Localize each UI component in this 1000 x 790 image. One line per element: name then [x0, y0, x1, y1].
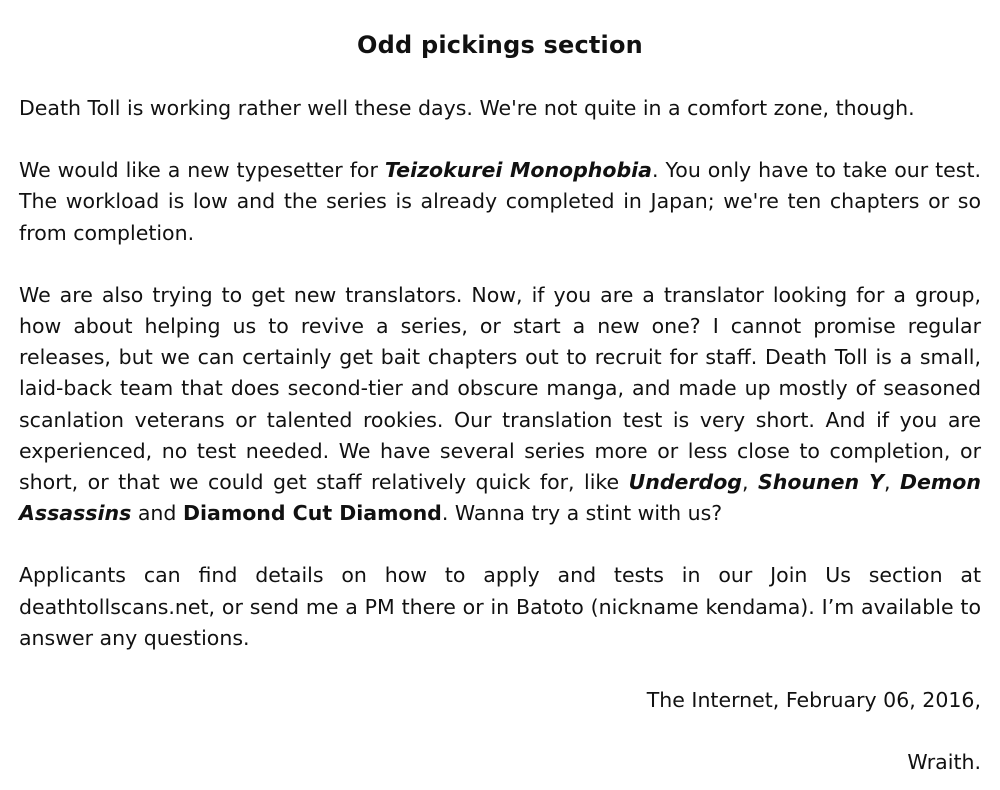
series-title-diamond-cut-diamond: Diamond Cut Diamond: [182, 501, 442, 526]
paragraph-applicants: Applicants can find details on how to apply and tests in our Join Us section at deathtollscans.net, or send me a PM there or in Batoto (nickname kendama). I’m available to answer any questions.: [19, 563, 981, 650]
paragraph-typesetter-rest: . You only have to take our test. The workload is low and the series is already completed in Japan; we're ten chapters or so from completion.: [19, 158, 981, 245]
signoff-date: The Internet, February 06, 2016,: [646, 688, 981, 713]
paragraph-translators-closing: . Wanna try a stint with us?: [441, 501, 723, 526]
series-title-teizokurei: Teizokurei Monophobia: [384, 158, 653, 183]
series-title-demon-assassins: Demon Assassins: [19, 470, 981, 526]
paragraph-typesetter: [19, 155, 981, 249]
signoff-signature: Wraith.: [907, 750, 981, 775]
series-title-underdog: Underdog: [628, 470, 742, 495]
series-separator: ,: [884, 470, 901, 495]
series-separator: and: [131, 501, 183, 526]
series-title-shounen-y: Shounen Y: [757, 470, 885, 495]
paragraph-typesetter-lead: We would like a new typesetter for: [19, 158, 385, 183]
page-title: Odd pickings section: [357, 31, 643, 59]
paragraph-translators: [19, 280, 981, 530]
series-separator: ,: [741, 470, 758, 495]
paragraph-translators-text: We are also trying to get new translators. Now, if you are a translator looking for a group, how about helping us to revive a series, or start a new one? I cannot promise regular releases, but we can certainly get bait chapters out to recruit for staff. Death Toll is a small, laid-back team that does second-tier and obscure manga, and made up mostly of seasoned scanlation veterans or talented rookies. Our translation test is very short. And if you are experienced, no test needed. We have several series more or less close to completion, or short, or that we could get staff relatively quick for, like: [19, 282, 981, 495]
paragraph-intro: Death Toll is working rather well these days. We're not quite in a comfort zone, though.: [19, 96, 915, 120]
